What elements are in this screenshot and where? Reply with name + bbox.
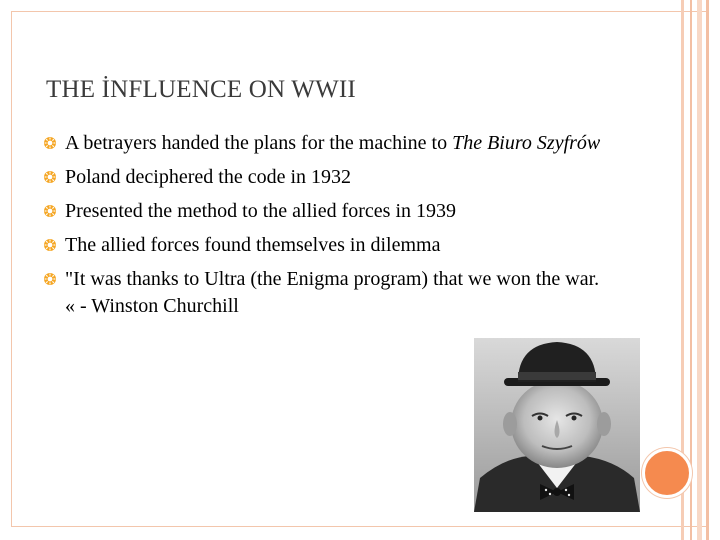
bullet-text: Presented the method to the allied forces in 1939: [65, 200, 457, 222]
bullet-text: A betrayers handed the plans for the machine to The Biuro Szyfrów: [65, 132, 601, 154]
sun-bullet-icon: [43, 204, 57, 218]
decorative-stripe: [697, 0, 702, 540]
slide-title: THE İNFLUENCE ON WWII: [46, 76, 356, 103]
bullet-item: [43, 164, 603, 191]
sun-bullet-icon: [43, 136, 57, 150]
biuro-szyfrow-emphasis: The Biuro Szyfrów: [452, 132, 601, 154]
bullet-list: [43, 130, 603, 327]
decorative-stripe: [690, 0, 692, 540]
bullet-item: [43, 266, 603, 320]
bullet-text: The allied forces found themselves in dilemma: [65, 234, 441, 256]
sun-bullet-icon: [43, 238, 57, 252]
sun-bullet-icon: [43, 170, 57, 184]
decorative-orange-circle: [642, 448, 692, 498]
bullet-text: Poland deciphered the code in 1932: [65, 166, 352, 188]
bullet-text: "It was thanks to Ultra (the Enigma program) that we won the war. « - Winston Churchill: [65, 268, 600, 317]
bullet-item: [43, 130, 603, 157]
churchill-portrait-image: [474, 338, 640, 512]
decorative-stripe: [706, 0, 709, 540]
bullet-item: [43, 198, 603, 225]
sun-bullet-icon: [43, 272, 57, 286]
bullet-item: [43, 232, 603, 259]
